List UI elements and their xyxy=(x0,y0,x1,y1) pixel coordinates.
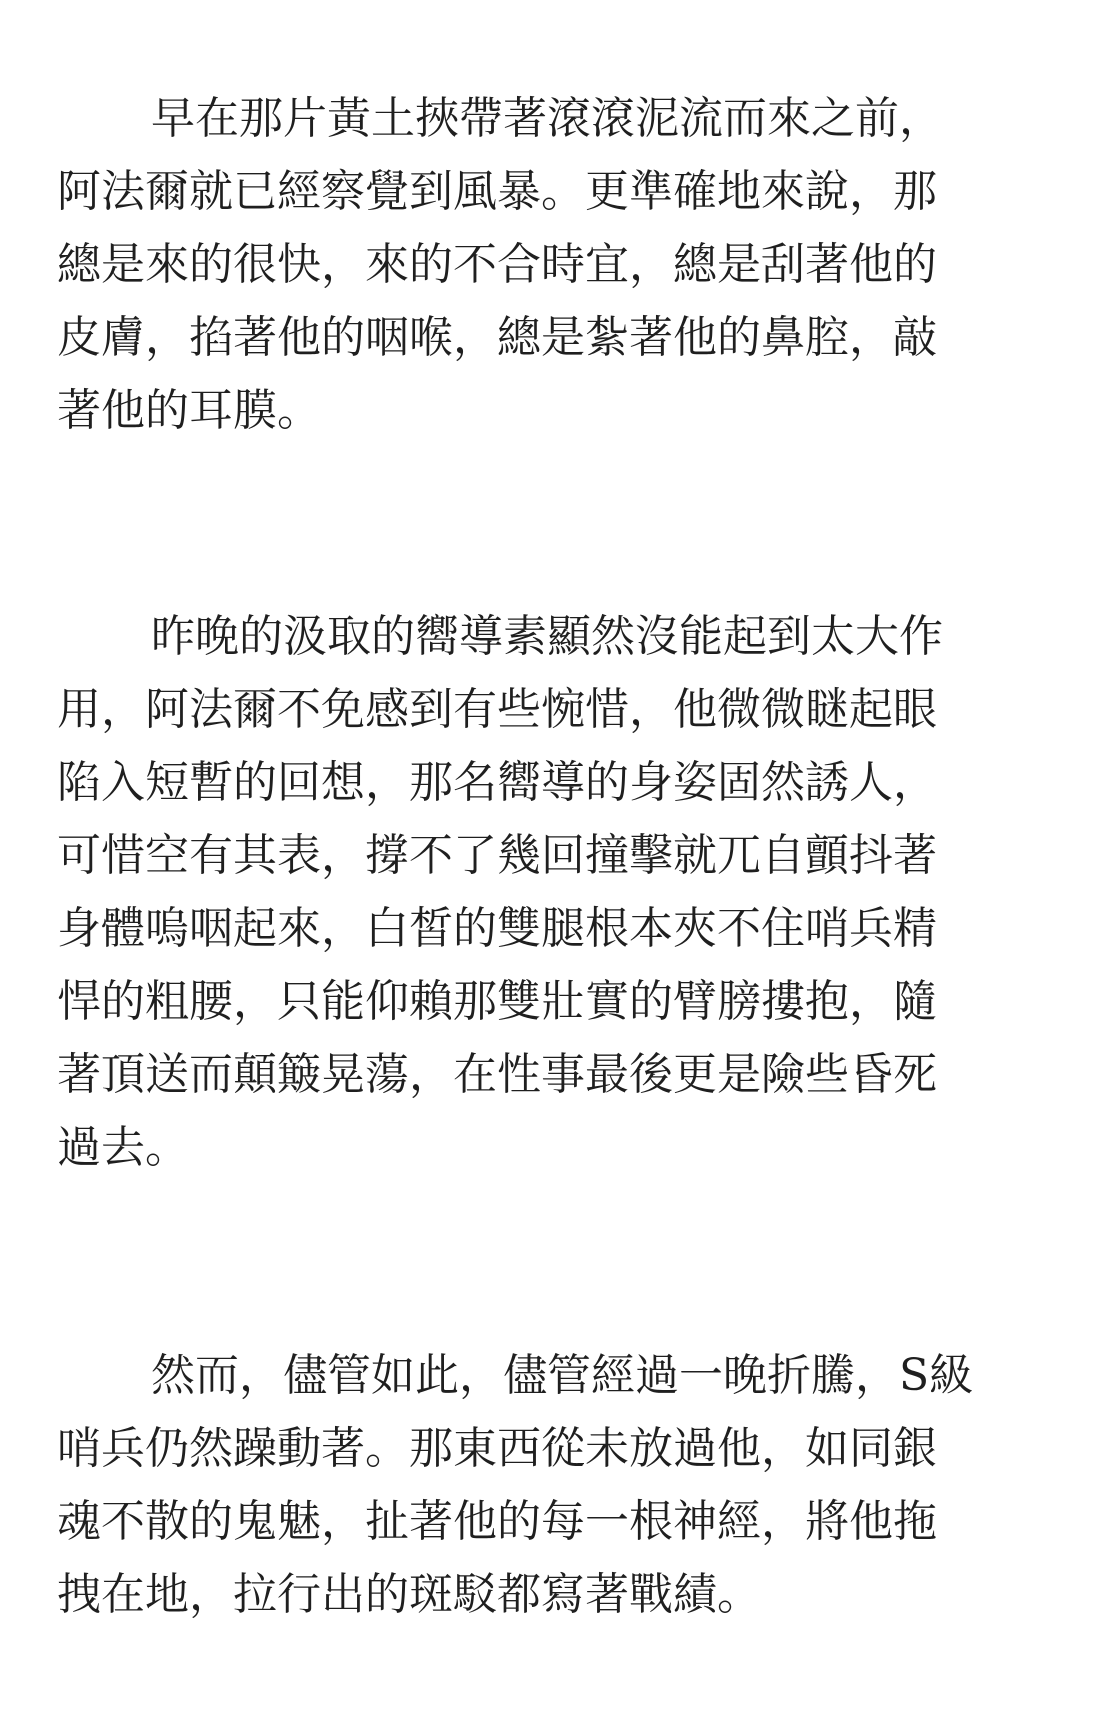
text-line: 著他的耳膜。 xyxy=(57,385,321,436)
text-line: 皮膚，掐著他的咽喉，總是紮著他的鼻腔，敲 xyxy=(57,312,937,363)
text-line: 然而，儘管如此，儘管經過一晚折騰，S級 xyxy=(151,1350,974,1401)
paragraph-2 xyxy=(57,600,1022,1184)
text-line: 過去。 xyxy=(57,1122,189,1173)
text-line: 拽在地，拉行出的斑駁都寫著戰績。 xyxy=(57,1569,761,1620)
text-line: 身體嗚咽起來，白皙的雙腿根本夾不住哨兵精 xyxy=(57,903,937,954)
text-line: 著頂送而顛簸晃蕩，在性事最後更是險些昏死 xyxy=(57,1049,937,1100)
text-line: 悍的粗腰，只能仰賴那雙壯實的臂膀摟抱，隨 xyxy=(57,976,937,1027)
text-line: 用，阿法爾不免感到有些惋惜，他微微瞇起眼 xyxy=(57,684,937,735)
paragraph-1 xyxy=(57,82,1022,447)
text-line: 哨兵仍然躁動著。那東西從未放過他，如同銀 xyxy=(57,1423,937,1474)
text-line: 昨晚的汲取的嚮導素顯然沒能起到太大作 xyxy=(151,611,943,662)
text-line: 陷入短暫的回想，那名嚮導的身姿固然誘人， xyxy=(57,757,937,808)
text-line: 早在那片黃土挾帶著滾滾泥流而來之前， xyxy=(151,93,943,144)
text-line: 總是來的很快，來的不合時宜，總是刮著他的 xyxy=(57,239,937,290)
text-line: 阿法爾就已經察覺到風暴。更準確地來說，那 xyxy=(57,166,937,217)
text-line: 可惜空有其表，撐不了幾回撞擊就兀自顫抖著 xyxy=(57,830,937,881)
text-line: 魂不散的鬼魅，扯著他的每一根神經，將他拖 xyxy=(57,1496,937,1547)
document-page xyxy=(57,82,1022,1631)
paragraph-3 xyxy=(57,1339,1022,1631)
